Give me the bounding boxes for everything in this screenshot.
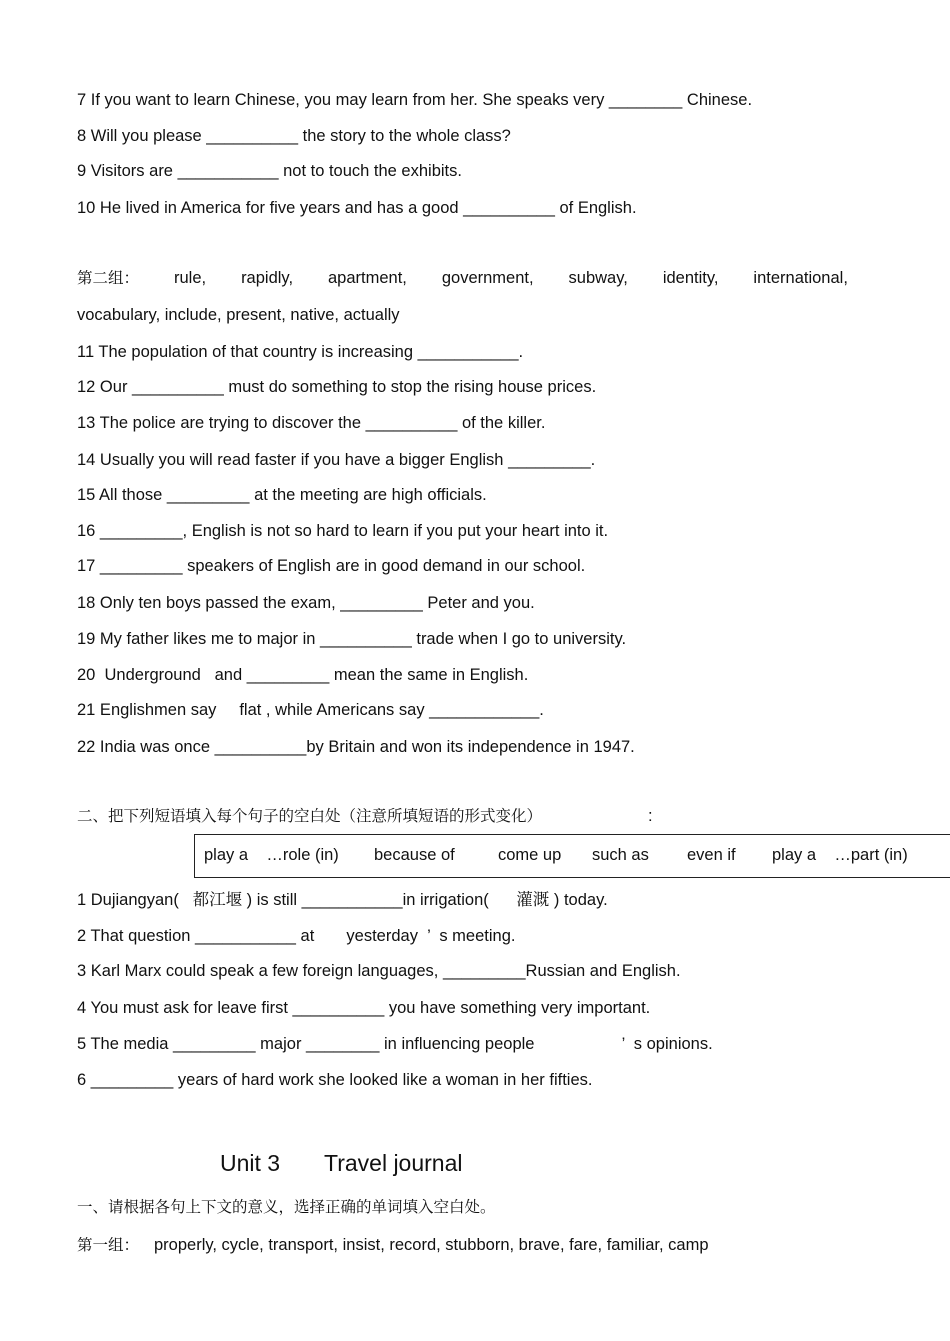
sentence-7: 7 If you want to learn Chinese, you may learn from her. She speaks very ________ Chinese. xyxy=(77,91,753,109)
sentence-11: 11 The population of that country is increasing ___________. xyxy=(77,343,524,361)
word: rule, xyxy=(173,269,207,287)
phrase-box xyxy=(194,834,950,878)
sentence-18: 18 Only ten boys passed the exam, _________ Peter and you. xyxy=(77,594,535,612)
group2-word-bank-line1 xyxy=(77,268,848,288)
phrase-sentence-3: 3 Karl Marx could speak a few foreign languages, _________Russian and English. xyxy=(77,962,681,980)
sentence-16: 16 _________, English is not so hard to learn if you put your heart into it. xyxy=(77,522,609,540)
sentence-10: 10 He lived in America for five years and has a good __________ of English. xyxy=(77,199,637,217)
phrase-sentence-4: 4 You must ask for leave first __________ you have something very important. xyxy=(77,999,651,1017)
unit-name: Travel journal xyxy=(324,1150,463,1176)
sentence-12: 12 Our __________ must do something to stop the rising house prices. xyxy=(77,378,597,396)
sentence-17: 17 _________ speakers of English are in good demand in our school. xyxy=(77,557,586,575)
group2-word-bank-line2: vocabulary, include, present, native, actually xyxy=(77,306,400,324)
word: government, xyxy=(441,269,534,287)
section2-title: 二、把下列短语填入每个句子的空白处（注意所填短语的形式变化） xyxy=(77,807,543,825)
word: apartment, xyxy=(328,269,407,287)
group2-label: 第二组： xyxy=(77,269,140,287)
word: subway, xyxy=(568,269,628,287)
phrase-sentence-1: 1 Dujiangyan( 都江堰 ) is still ___________in irrigation( 灌溉 ) today. xyxy=(77,891,608,909)
phrase-item: play a …part (in) xyxy=(772,846,908,864)
phrase-item: such as xyxy=(592,846,649,864)
sentence-19: 19 My father likes me to major in __________ trade when I go to university. xyxy=(77,630,627,648)
sentence-15: 15 All those _________ at the meeting are high officials. xyxy=(77,486,487,504)
unit-number: Unit 3 xyxy=(220,1150,281,1176)
section2-colon: : xyxy=(648,807,653,825)
unit3-group1-words: properly, cycle, transport, insist, record, stubborn, brave, fare, familiar, camp xyxy=(154,1236,709,1254)
phrase-sentence-5: 5 The media _________ major ________ in influencing people ’ s opinions. xyxy=(77,1035,713,1053)
phrase-item: even if xyxy=(687,846,736,864)
sentence-22: 22 India was once __________by Britain and won its independence in 1947. xyxy=(77,738,635,756)
sentence-21: 21 Englishmen say flat , while Americans say ____________. xyxy=(77,701,544,719)
phrase-sentence-2: 2 That question ___________ at yesterday ’ s meeting. xyxy=(77,927,516,945)
word: international, xyxy=(753,269,848,287)
sentence-9: 9 Visitors are ___________ not to touch the exhibits. xyxy=(77,162,462,180)
sentence-8: 8 Will you please __________ the story to the whole class? xyxy=(77,127,511,145)
phrase-item: because of xyxy=(374,846,455,864)
phrase-item: come up xyxy=(498,846,562,864)
unit3-group1-label: 第一组： xyxy=(77,1236,140,1254)
unit3-section1-title: 一、请根据各句上下文的意义，选择正确的单词填入空白处。 xyxy=(77,1198,496,1216)
phrase-sentence-6: 6 _________ years of hard work she looked like a woman in her fifties. xyxy=(77,1071,593,1089)
sentence-20: 20 Underground and _________ mean the same in English. xyxy=(77,666,529,684)
sentence-13: 13 The police are trying to discover the __________ of the killer. xyxy=(77,414,546,432)
word: rapidly, xyxy=(241,269,294,287)
phrase-item: play a …role (in) xyxy=(204,846,339,864)
word: identity, xyxy=(662,269,719,287)
sentence-14: 14 Usually you will read faster if you have a bigger English _________. xyxy=(77,451,596,469)
